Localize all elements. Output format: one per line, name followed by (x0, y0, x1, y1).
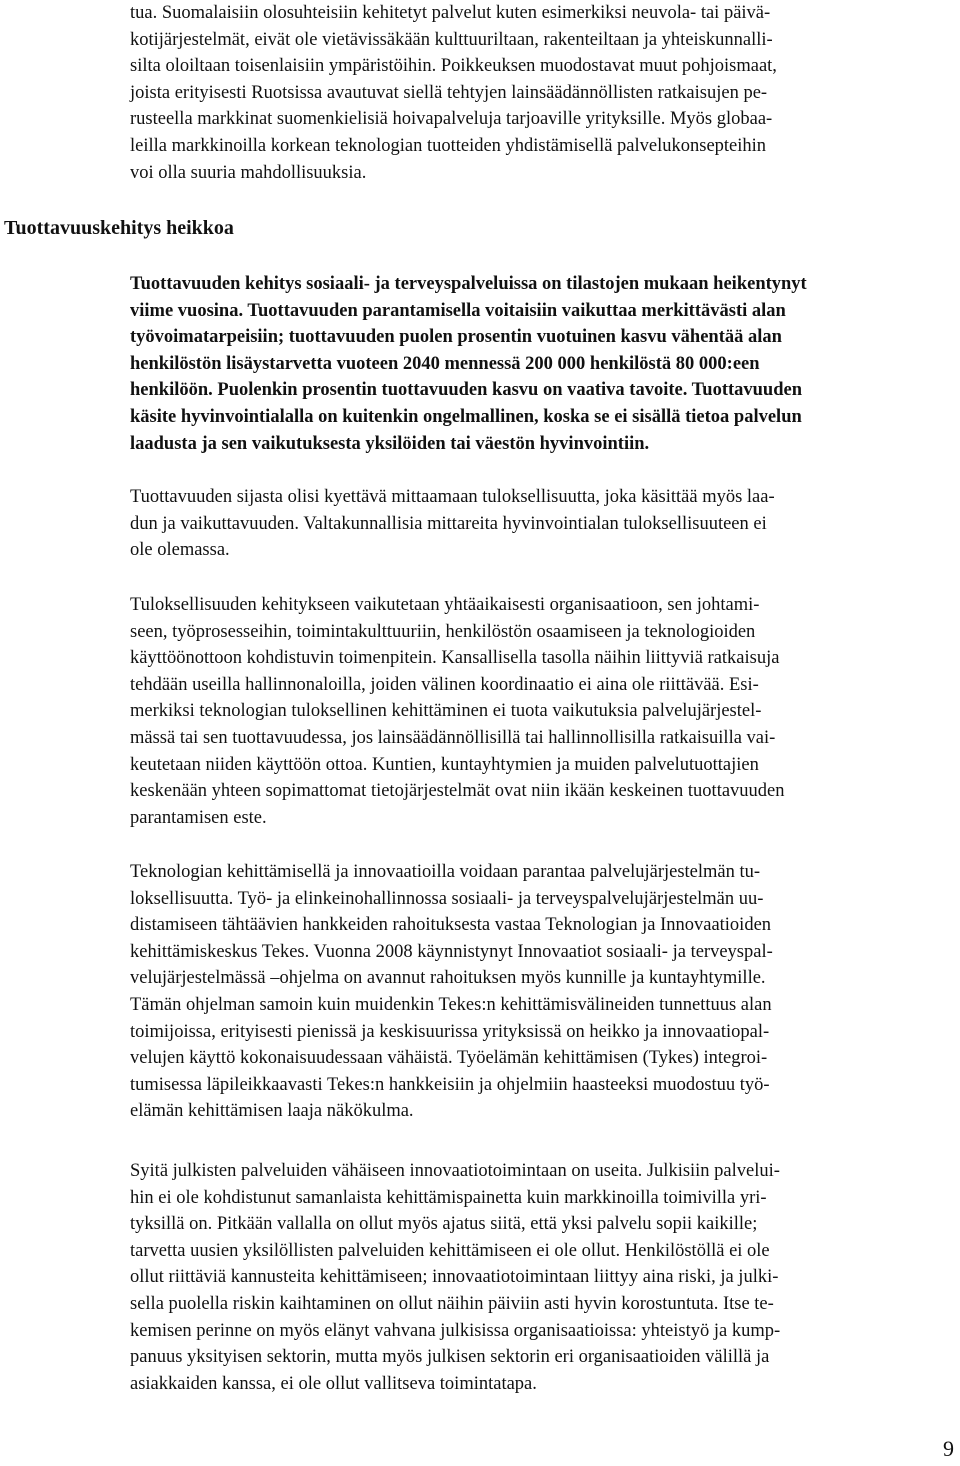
paragraph-4 (130, 859, 960, 1125)
text-line: seen, työprosesseihin, toimintakulttuuriin, henkilöstön osaamiseen ja teknologioiden (130, 621, 756, 642)
text-line: velujärjestelmässä –ohjelma on avannut rahoituksen myös kunnille ja kuntayhtymille. (130, 968, 766, 989)
text-line: tua. Suomalaisiin olosuhteisiin kehitetyt palvelut kuten esimerkiksi neuvola- tai päivä- (130, 3, 771, 23)
text-line: panuus yksityisen sektorin, mutta myös julkisen sektorin eri organisaatioiden välillä ja (130, 1347, 770, 1368)
text-line: rusteella markkinat suomenkielisiä hoivapalveluja tarjoaville yrityksille. Myös globaa- (130, 109, 773, 130)
text-line: käyttöönottoon kohdistuvin toimenpitein. Kansallisella tasolla näihin liittyviä ratkaisuja (130, 648, 780, 669)
text-line: Tämän ohjelman samoin kuin muidenkin Tekes:n kehittämisvälineiden tunnettuus alan (130, 994, 772, 1015)
text-line: viime vuosina. Tuottavuuden parantamisella voitaisiin vaikuttaa merkittävästi alan (130, 300, 786, 321)
text-line: tarvetta uusien yksilöllisten palveluiden kehittämiseen ei ole ollut. Henkilöstöllä ei ole (130, 1240, 770, 1261)
paragraph-1 (130, 0, 960, 186)
text-line: työvoimatarpeisiin; tuottavuuden puolen prosentin vuotuinen kasvu vähentää alan (130, 327, 782, 348)
text-line: elämän kehittämisen laaja näkökulma. (130, 1101, 414, 1122)
text-line: toimijoissa, erityisesti pienissä ja keskisuurissa yrityksissä on heikko ja innovaatiopal- (130, 1021, 770, 1042)
text-line: asiakkaiden kanssa, ei ole ollut vallitseva toimintatapa. (130, 1373, 537, 1394)
text-line: laadusta ja sen vaikutuksesta yksilöiden tai väestön hyvinvointiin. (130, 433, 650, 454)
text-line: kemisen perinne on myös elänyt vahvana julkisissa organisaatioissa: yhteistyö ja kump- (130, 1320, 781, 1341)
paragraph-2 (130, 484, 960, 564)
paragraph-3 (130, 592, 960, 831)
text-line: tehdään useilla hallinnonaloilla, joiden välinen koordinaatio ei aina ole riittävää. Esi- (130, 674, 759, 695)
text-line: Tuottavuuden sijasta olisi kyettävä mittaamaan tuloksellisuutta, joka käsittää myös laa- (130, 487, 775, 507)
text-line: merkiksi teknologian tuloksellinen kehittäminen ei tuota vaikutuksia palvelujärjestel- (130, 701, 762, 722)
text-line: parantamisen este. (130, 807, 267, 828)
text-line: Tuloksellisuuden kehitykseen vaikutetaan yhtäaikaisesti organisaatioon, sen johtami- (130, 595, 760, 615)
text-line: hin ei ole kohdistunut samanlaista kehittämispainetta kuin markkinoilla toimivilla yri- (130, 1187, 767, 1208)
text-line: kehittämiskeskus Tekes. Vuonna 2008 käynnistynyt Innovaatiot sosiaali- ja terveyspal- (130, 941, 773, 962)
section-heading: Tuottavuuskehitys heikkoa (4, 217, 234, 239)
text-line: tyksillä on. Pitkään vallalla on ollut myös ajatus siitä, että yksi palvelu sopii kaikille; (130, 1214, 758, 1235)
text-line: kotijärjestelmät, eivät ole vietävissäkään kulttuuriltaan, rakenteiltaan ja yhteiskunnalli- (130, 29, 773, 50)
text-line: ollut riittäviä kannusteita kehittämiseen; innovaatiotoimintaan liittyy aina riski, ja julki- (130, 1267, 779, 1288)
text-line: keutetaan niiden käyttöön ottoa. Kuntien, kuntayhtymien ja muiden palvelutuottajien (130, 754, 759, 775)
text-line: Tuottavuuden kehitys sosiaali- ja terveyspalveluissa on tilastojen mukaan heikentynyt (130, 274, 807, 294)
lead-paragraph (130, 271, 960, 457)
text-line: henkilöön. Puolenkin prosentin tuottavuuden kasvu on vaativa tavoite. Tuottavuuden (130, 380, 803, 401)
text-line: käsite hyvinvointialalla on kuitenkin ongelmallinen, koska se ei sisällä tietoa palvelun (130, 406, 802, 427)
text-line: keskenään yhteen sopimattomat tietojärjestelmät ovat niin ikään keskeinen tuottavuuden (130, 781, 785, 802)
paragraph-5 (130, 1158, 960, 1397)
text-line: dun ja vaikuttavuuden. Valtakunnallisia mittareita hyvinvointialan tuloksellisuuteen ei (130, 513, 767, 534)
text-line: silta oloiltaan toisenlaisiin ympäristöihin. Poikkeuksen muodostavat muut pohjoismaat, (130, 56, 777, 77)
text-line: Syitä julkisten palveluiden vähäiseen innovaatiotoimintaan on useita. Julkisiin palvelui- (130, 1161, 780, 1181)
text-line: velujen käyttö kokonaisuudessaan vähäistä. Työelämän kehittämisen (Tykes) integroi- (130, 1048, 768, 1069)
text-line: distamiseen tähtäävien hankkeiden rahoituksesta vastaa Teknologian ja Innovaatioiden (130, 915, 772, 936)
text-line: henkilöstön lisäystarvetta vuoteen 2040 mennessä 200 000 henkilöstä 80 000:een (130, 353, 760, 374)
page-number: 9 (943, 1436, 954, 1461)
text-line: ole olemassa. (130, 540, 230, 561)
text-line: leilla markkinoilla korkean teknologian tuotteiden yhdistämisellä palvelukonsepteihin (130, 135, 767, 156)
text-line: Teknologian kehittämisellä ja innovaatioilla voidaan parantaa palvelujärjestelmän tu- (130, 862, 761, 882)
text-line: mässä tai sen tuottavuudessa, jos lainsäädännöllisillä tai hallinnollisilla ratkaisuilla vai- (130, 727, 776, 748)
text-line: sella puolella riskin kaihtaminen on ollut näihin päiviin asti hyvin korostuntuta. Itse te- (130, 1293, 774, 1314)
text-line: tumisessa läpileikkaavasti Tekes:n hankkeisiin ja ohjelmiin haasteeksi muodostuu työ- (130, 1074, 770, 1095)
text-line: joista erityisesti Ruotsissa avautuvat siellä tehtyjen lainsäädännöllisten ratkaisujen pe- (130, 82, 768, 103)
text-line: loksellisuutta. Työ- ja elinkeinohallinnossa sosiaali- ja terveyspalvelujärjestelmän uu- (130, 888, 764, 909)
text-line: voi olla suuria mahdollisuuksia. (130, 162, 367, 183)
